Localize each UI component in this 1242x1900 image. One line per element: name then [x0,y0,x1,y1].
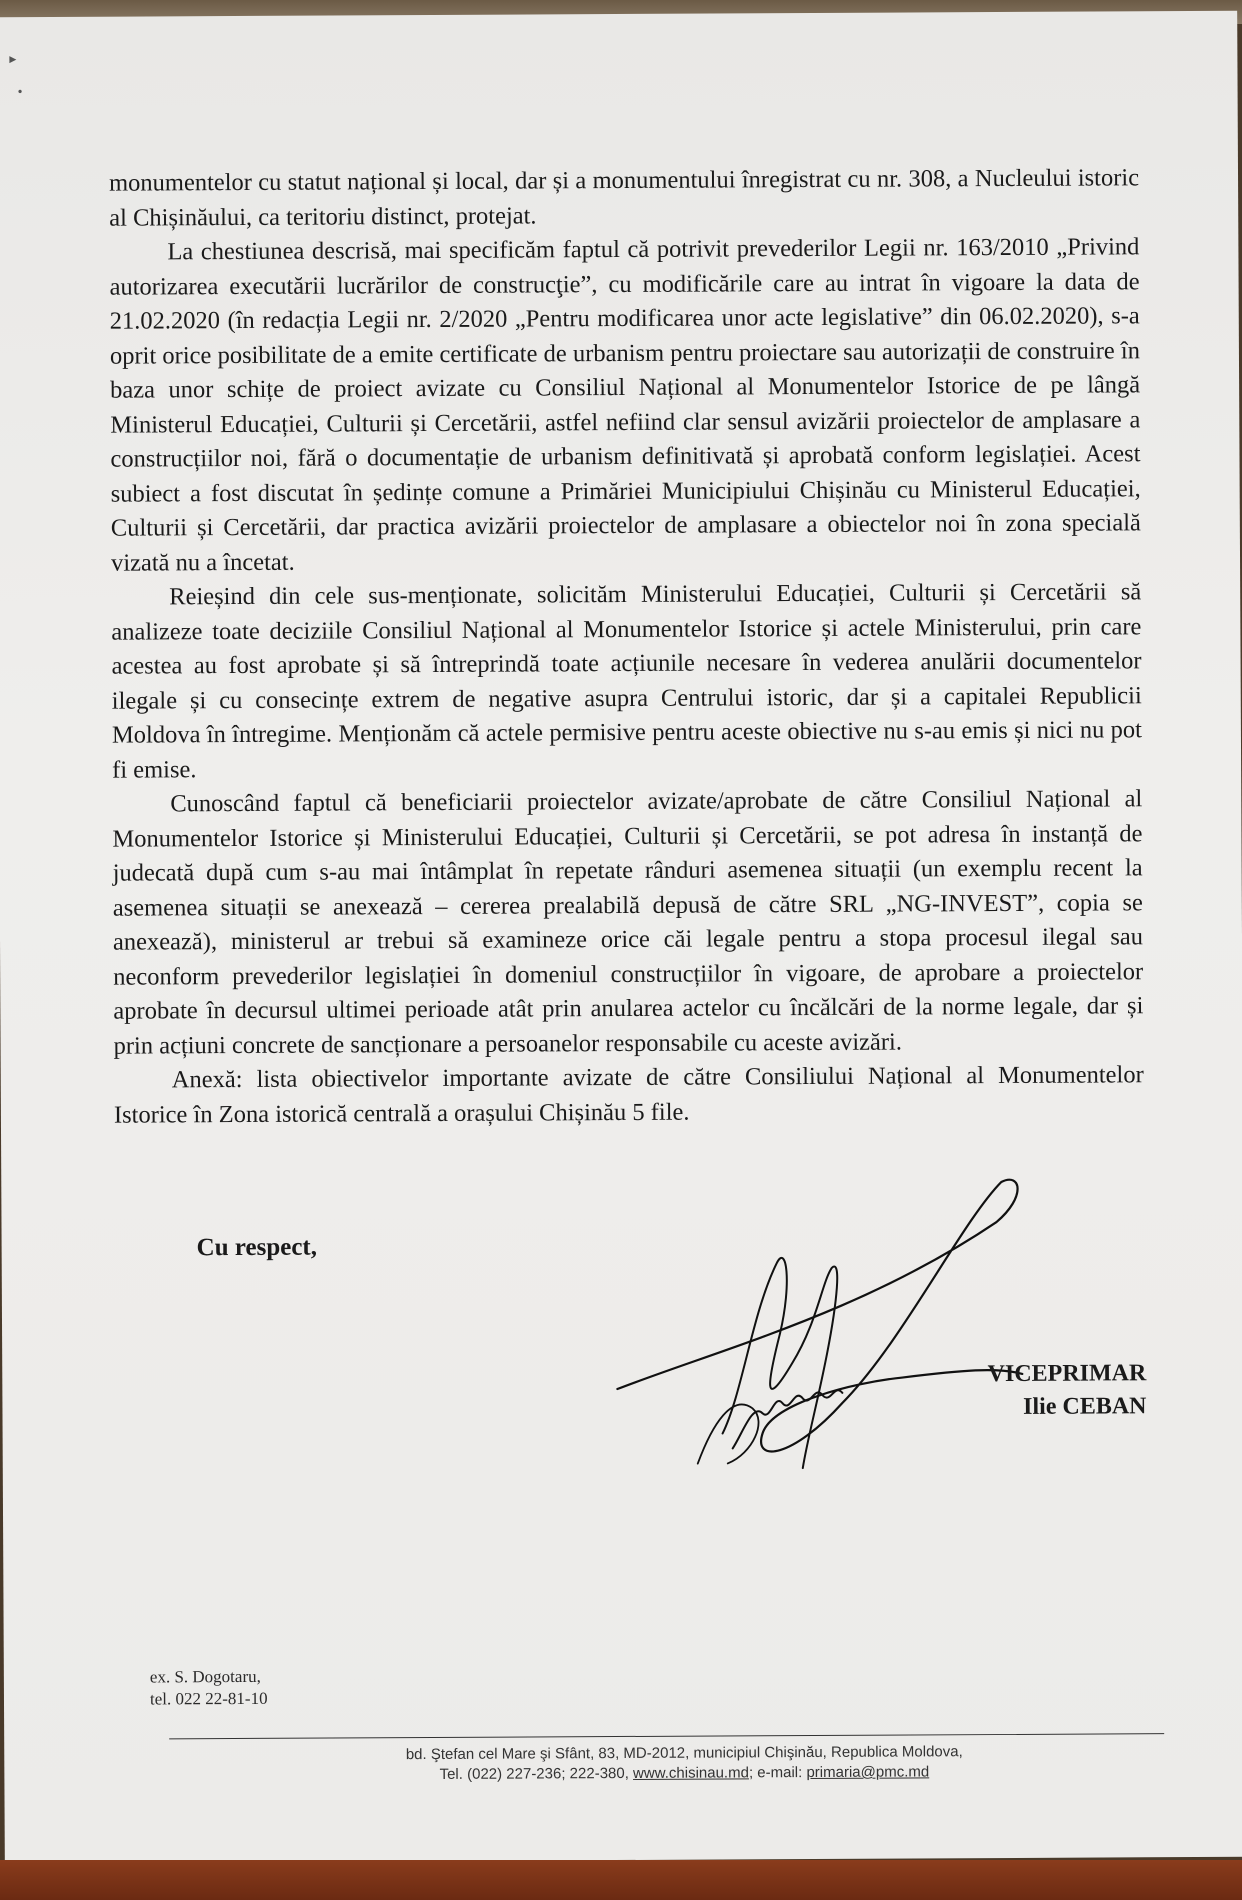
footer-email-label: ; e-mail: [748,1764,803,1782]
signatory-block [988,1357,1147,1424]
executor-contact [150,1666,268,1711]
letter-body [109,161,1144,1132]
paragraph-law-context: La chestiunea descrisă, mai specificăm faptul că potrivit prevederilor Legii nr. 163/2010 „Privind autorizarea executării lucrărilor de construcţie”, cu modificările care au intrat în vigoare la data de 21.02.2020 (în redacția Legii nr. 2/2020 „Pentru modificarea unor acte legislative” din 06.02.2020), s-a oprit orice posibilitate de a emite certificate de urbanism pentru proiectare sau autorizații de construire în baza unor schițe de proiect avizate cu Consiliul Național al Monumentelor Istorice de pe lângă Ministerul Educației, Culturii și Cercetării, astfel nefiind clar sensul avizării proiectelor de amplasare a construcțiilor noi, fără o documentație de urbanism definitivată și aprobată conform legislației. Acest subiect a fost discutat în ședințe comune a Primăriei Municipiului Chișinău cu Ministerul Educației, Culturii și Cercetării, dar practica avizării proiectelor de amplasare a obiectelor noi în zona specială vizată nu a încetat. [109,233,1141,577]
signatory-role: VICEPRIMAR [987,1360,1147,1388]
document-page [0,11,1242,1863]
executor-name: ex. S. Dogotaru, [149,1666,261,1687]
executor-phone: tel. 022 22-81-10 [149,1688,268,1709]
letterhead-footer [304,1742,1064,1786]
table-background-bottom [0,1860,1242,1900]
footer-divider [169,1733,1164,1739]
closing-salutation: Cu respect, [196,1233,318,1262]
paper-mark: • [17,85,23,101]
paragraph-request: Reieșind din cele sus-menționate, solicităm Ministerului Educației, Culturii și Cercetării să analizeze toate deciziile Consiliul Național al Monumentelor Istorice și actele Ministerului, prin care acestea au fost aprobate și să întreprindă toate acțiunile necesare în vederea anulării documentelor ilegale și cu consecințe extrem de negative asupra Centrului istoric, dar și a capitalei Republicii Moldova în întregime. Menționăm că actele permisive pentru aceste obiective nu s-au emis și nici nu pot fi emise. [111,578,1142,784]
paragraph-annex: Anexă: lista obiectivelor importante avizate de către Consiliului Național al Monumentelor Istorice în Zona istorică centrală a orașului Chișinău 5 file. [113,1061,1144,1129]
footer-email-link[interactable]: primaria@pmc.md [806,1763,930,1782]
handwritten-signature [601,1162,1033,1484]
paragraph-legal-risk: Cunoscând faptul că beneficiarii proiectelor avizate/aprobate de către Consiliul Național al Monumentelor Istorice și Ministerului Educației, Culturii și Cercetării, se pot adresa în instanță de judecată după cum s-au mai întâmplat în repetate rânduri asemenea situații (un exemplu recent la asemenea situații se anexează – cererea prealabilă depusă de către SRL „NG-INVEST”, copia se anexează), ministerul ar trebui să examineze orice căi legale pentru a stopa procesul ilegal sau neconform prevederilor legislației în domeniul construcțiilor în vigoare, de aprobare a proiectelor aprobate în decursul ultimei perioade atât prin anularea actelor cu încălcări de la norme legale, dar și prin acțiuni concrete de sancționare a persoanelor responsabile cu aceste avizări. [112,785,1144,1060]
footer-phone: Tel. (022) 227-236; 222-380, [439,1764,629,1783]
footer-address: bd. Ştefan cel Mare şi Sfânt, 83, MD-2012, municipiul Chişinău, Republica Moldova, [405,1743,963,1764]
paragraph-continuation: monumentelor cu statut național și local, dar și a monumentului înregistrat cu nr. 308, a Nucleului istoric al Chișinăului, ca teritoriu distinct, protejat. [108,164,1140,232]
footer-website-link[interactable]: www.chisinau.md [632,1764,749,1782]
footer-contacts [304,1762,1064,1786]
paper-mark: ▸ [9,52,17,68]
signatory-name: Ilie CEBAN [1023,1393,1147,1420]
